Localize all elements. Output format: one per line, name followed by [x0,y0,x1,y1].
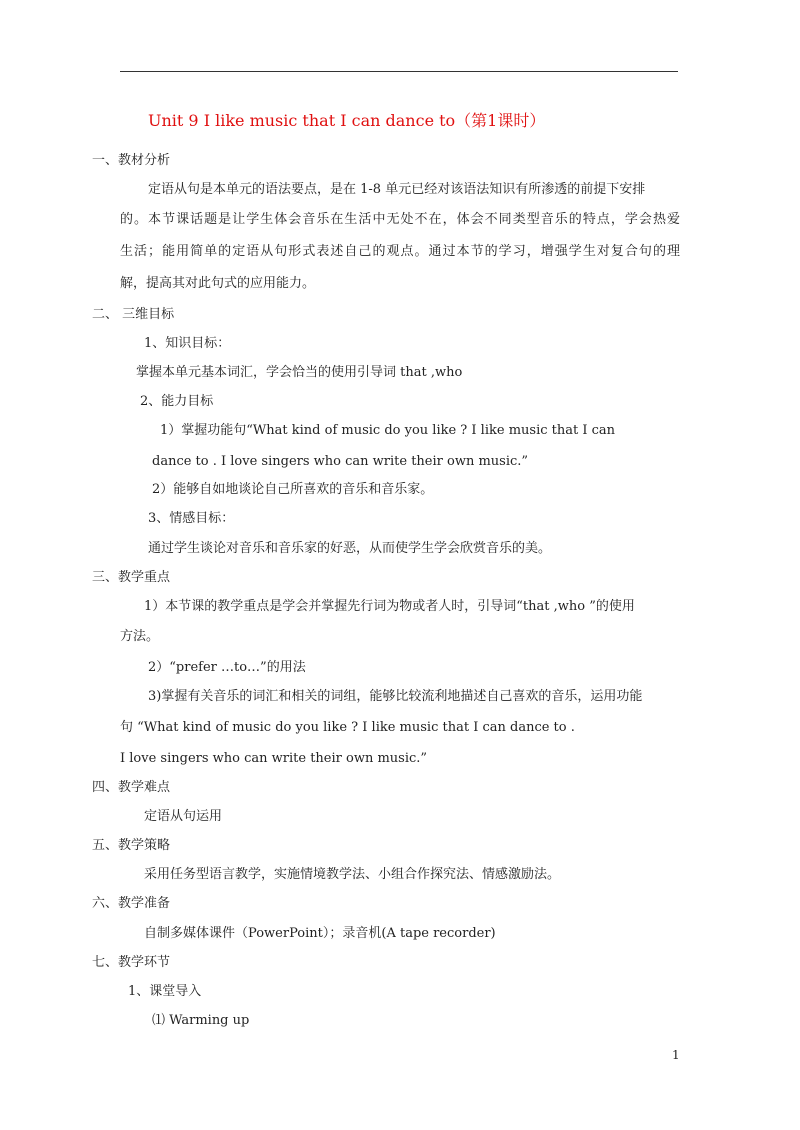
paragraph-line: 生活；能用简单的定语从句形式表述自己的观点。通过本节的学习，增强学生对复合句的理 [120,244,680,259]
paragraph-line: 2）“prefer …to…”的用法 [148,660,306,675]
paragraph-line: 句 “What kind of music do you like ? I like music that I can dance to . [120,720,575,735]
header-rule [120,71,678,72]
section-heading-4: 四、教学难点 [92,780,171,795]
subheading-lesson-intro: 1、课堂导入 [128,984,202,999]
paragraph-line: 方法。 [120,629,160,644]
page-number: 1 [672,1048,680,1062]
subheading-ability: 2、能力目标 [140,394,214,409]
paragraph-line: 2）能够自如地谈论自己所喜欢的音乐和音乐家。 [152,482,434,497]
paragraph-line: dance to . I love singers who can write their own music.” [152,454,529,469]
section-heading-3: 三、教学重点 [92,570,171,585]
paragraph-line: I love singers who can write their own music.” [120,751,428,766]
paragraph-line: 解，提高其对此句式的应用能力。 [120,276,316,291]
paragraph-line: 定语从句运用 [144,809,223,824]
paragraph-line: 的。本节课话题是让学生体会音乐在生活中无处不在，体会不同类型音乐的特点，学会热爱 [120,212,680,227]
paragraph-line: 1）掌握功能句“What kind of music do you like ? I like music that I can [160,423,616,438]
section-heading-1: 一、教材分析 [92,153,171,168]
paragraph-line: 自制多媒体课件（PowerPoint）；录音机(A tape recorder) [144,926,496,941]
subheading-emotion: 3、情感目标： [148,511,235,526]
subheading-knowledge: 1、知识目标： [144,336,231,351]
paragraph-line: 3)掌握有关音乐的词汇和相关的词组，能够比较流利地描述自己喜欢的音乐，运用功能 [148,689,643,704]
paragraph-line: 通过学生谈论对音乐和音乐家的好恶，从而使学生学会欣赏音乐的美。 [148,541,552,556]
section-heading-7: 七、教学环节 [92,955,171,970]
section-heading-5: 五、教学策略 [92,838,171,853]
section-heading-6: 六、教学准备 [92,896,171,911]
section-heading-2: 二、 三维目标 [92,307,175,322]
paragraph-line: 1）本节课的教学重点是学会并掌握先行词为物或者人时，引导词“that ,who ”的使用 [144,599,635,614]
paragraph-line: 掌握本单元基本词汇，学会恰当的使用引导词 that ,who [136,365,463,380]
paragraph-line: ⑴ Warming up [152,1013,250,1028]
document-title: Unit 9 I like music that I can dance to（第1课时） [148,111,546,130]
paragraph-line: 采用任务型语言教学，实施情境教学法、小组合作探究法、情感激励法。 [144,867,561,882]
paragraph-line: 定语从句是本单元的语法要点，是在 1-8 单元已经对该语法知识有所渗透的前提下安排 [148,182,646,197]
